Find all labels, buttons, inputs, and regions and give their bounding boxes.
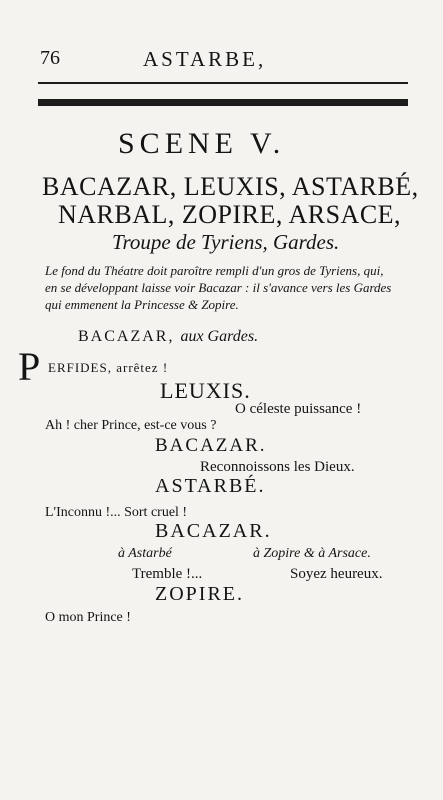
header-rule-thick bbox=[38, 99, 408, 106]
drop-cap: P bbox=[18, 344, 41, 389]
dialogue-line: L'Inconnu !... Sort cruel ! bbox=[45, 505, 188, 520]
cast-list-line: BACAZAR, LEUXIS, ASTARBÉ, bbox=[42, 172, 419, 201]
speaker-heading: BACAZAR. bbox=[155, 520, 272, 542]
cast-list-line: NARBAL, ZOPIRE, ARSACE, bbox=[58, 200, 402, 229]
dialogue-line: Reconnoissons les Dieux. bbox=[200, 459, 355, 475]
dialogue-line: Ah ! cher Prince, est-ce vous ? bbox=[45, 418, 217, 433]
dialogue-line: Tremble !... bbox=[132, 566, 203, 582]
dialogue-line: O mon Prince ! bbox=[45, 610, 131, 625]
page-number: 76 bbox=[40, 47, 60, 69]
speaker-heading bbox=[78, 328, 258, 346]
speaker-name: BACAZAR, bbox=[78, 328, 175, 345]
stage-direction: Le fond du Théatre doit paroître rempli d'un gros de Tyriens, qui, en se développant laisse voir Bacazar : il s'avance vers les Gardes qui emmenent la Princesse & Zopire. bbox=[45, 263, 392, 312]
running-title: ASTARBE, bbox=[143, 47, 267, 71]
speaker-heading: LEUXIS. bbox=[160, 378, 251, 403]
stage-aside: à Zopire & à Arsace. bbox=[253, 546, 371, 561]
speaker-heading: BACAZAR. bbox=[155, 435, 267, 456]
scene-title: SCENE V. bbox=[118, 127, 286, 160]
speaker-direction: aux Gardes. bbox=[180, 328, 259, 345]
dialogue-line: O céleste puissance ! bbox=[235, 401, 362, 417]
cast-list-line: Troupe de Tyriens, Gardes. bbox=[112, 230, 340, 254]
speaker-heading: ASTARBÉ. bbox=[155, 475, 266, 497]
speaker-heading: ZOPIRE. bbox=[155, 583, 244, 605]
header-rule-thin bbox=[38, 82, 408, 84]
dialogue-line: ERFIDES, arrêtez ! bbox=[48, 360, 169, 375]
dialogue-line: Soyez heureux. bbox=[290, 566, 383, 582]
stage-aside: à Astarbé bbox=[118, 546, 172, 561]
